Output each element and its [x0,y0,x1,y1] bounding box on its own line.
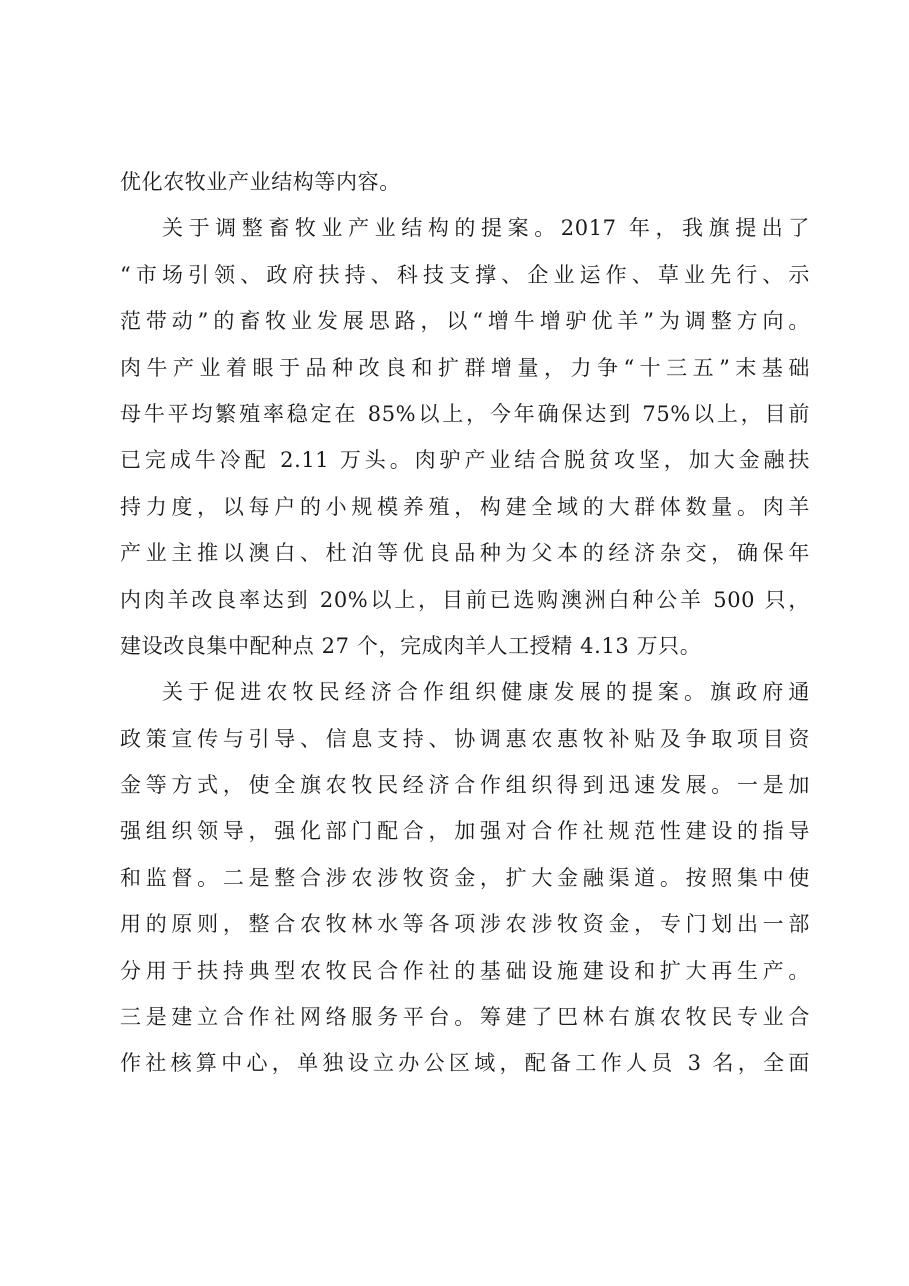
text-line: 金等方式，使全旗农牧民经济合作组织得到迅速发展。一是加 [120,773,810,798]
text-line: 持力度，以每户的小规模养殖，构建全域的大群体数量。肉羊 [120,494,810,519]
text-line: 产业主推以澳白、杜泊等优良品种为父本的经济杂交，确保年 [120,541,810,566]
text-line: 关于调整畜牧业产业结构的提案。2017 年，我旗提出了 [162,216,810,241]
text-line: 肉牛产业着眼于品种改良和扩群增量，力争“十三五”末基础 [120,355,810,380]
text-line: 和监督。二是整合涉农涉牧资金，扩大金融渠道。按照集中使 [120,865,810,890]
text-line: 已完成牛冷配 2.11 万头。肉驴产业结合脱贫攻坚，加大金融扶 [120,448,810,473]
text-line: 关于促进农牧民经济合作组织健康发展的提案。旗政府通 [162,680,810,705]
text-line: 用的原则，整合农牧林水等各项涉农涉牧资金，专门划出一部 [120,912,810,937]
text-line: 三是建立合作社网络服务平台。筹建了巴林右旗农牧民专业合 [120,1005,810,1030]
text-line: 范带动”的畜牧业发展思路，以“增牛增驴优羊”为调整方向。 [120,309,810,334]
text-line: 政策宣传与引导、信息支持、协调惠农惠牧补贴及争取项目资 [120,726,810,751]
text-line: 建设改良集中配种点 27 个，完成肉羊人工授精 4.13 万只。 [120,633,702,658]
text-line: 作社核算中心，单独设立办公区域，配备工作人员 3 名，全面 [120,1051,810,1076]
text-line: 强组织领导，强化部门配合，加强对合作社规范性建设的指导 [120,819,810,844]
text-line: “市场引领、政府扶持、科技支撑、企业运作、草业先行、示 [120,262,810,287]
paragraph-1 [120,159,810,205]
text-line: 优化农牧业产业结构等内容。 [120,170,401,194]
paragraph-2 [120,205,810,669]
paragraph-3 [120,669,810,1087]
text-line: 母牛平均繁殖率稳定在 85%以上，今年确保达到 75%以上，目前 [120,401,810,426]
document-body [120,159,810,1087]
text-line: 内肉羊改良率达到 20%以上，目前已选购澳洲白种公羊 500 只， [120,587,810,612]
text-line: 分用于扶持典型农牧民合作社的基础设施建设和扩大再生产。 [120,958,810,983]
